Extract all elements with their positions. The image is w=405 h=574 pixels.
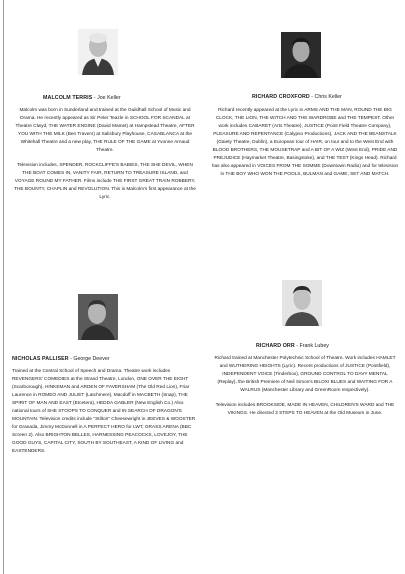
headshot-malcolm-terris [78,29,118,75]
actor-name-line [252,94,342,101]
actor-name: MALCOLM TERRIS [43,95,93,101]
headshot-nicholas-palliser [78,294,118,340]
actor-bio [211,107,399,186]
actor-name-line [12,356,110,363]
actor-bio [14,107,196,209]
headshot-richard-orr [282,280,322,326]
bio-paragraph: Trained at the Central School of Speech and Drama. Theatre work includes REVENGERS' COMEDIES at the Strand Theatre, London, ONE OVER THE EIGHT (Scarborough), HINKEMAN and ARDEN OF FAVERSHAM (The Old Red Lion), Friar Laurence in ROMEO AND JULIET (Latchmere), Macduff in MACBETH (Snap), THE SPIRIT OF MAN AND EAST (Etcetera), HEDDA GABLER (New English Co.) Also national tours of SHE STOOPS TO CONQUER and IN SEARCH OF DRAGON'S MOUNTAIN. Television credits include "Stilton" Cheesewright in JEEVES & WOOSTER for Granada, Jimmy McDonnell in A PERFECT HERO for LWT, GRASS ARENA (BBC Screen 2). Also BRIGHTON BELLES, HARNESSING PEACOCKS, LOVEJOY, THE GOOD GUYS, CAPITAL CITY, SOUTH BY SOUTHEAST, A KIND OF LIVING and EASTENDERS. [12,369,196,454]
bio-paragraph: Malcolm was born in Sunderland and trained at the Guildhall School of Music and Drama. He recently appeared as Sir Peter Teazle in SCHOOL FOR SCANDAL at Theatre Clwyd, THE WATER ENGINE (David Mamet) at Hampstead Theatre, AFTER YOU WITH THE MILK (Ben Travers) at Salisbury Playhouse, CASABLANCA at the Whitehall Theatre and a new play, THE RULE OF THE GAME at Yvonne Arnaud Theatre. [15,108,195,153]
bio-paragraph: Television includes BROOKSIDE, MADE IN HEAVEN, CHILDREN'S WARD and THE VIKINGS. He directed 3 STEPS TO HEAVEN at the Old Museum in June. [215,403,395,416]
page-edge-rule [3,0,4,574]
actor-bio [12,368,198,463]
actor-name: RICHARD CROXFORD [252,94,310,100]
actor-name: RICHARD ORR [256,343,295,349]
actor-name-line [256,343,329,350]
actor-bio [213,355,397,425]
actor-name-line [43,95,121,102]
actor-role: - Chris Keller [309,94,342,100]
actor-role: - Joe Keller [92,95,121,101]
headshot-richard-croxford [281,32,321,78]
bio-paragraph: Television includes, SPENDER, ROCKCLIFFE'S BABIES, THE SHE DEVIL, WHEN THE BOAT COMES IN, VANITY FAIR, RETURN TO TREASURE ISLAND, and VOYAGE ROUND MY FATHER. Films include THE FIRST GREAT TRAIN ROBBERY, THE BOUNTY, CHAPLIN and REVOLUTION. This is Malcolm's first appearance at the Lyric. [14,163,196,200]
actor-role: - George Deever [68,356,110,362]
actor-name: NICHOLAS PALLISER [12,356,69,362]
actor-role: - Frank Lubey [294,343,329,349]
bio-paragraph: Richard trained at Manchester Polytechnic School of Theatre. Work includes HAMLET and WUTHERING HEIGHTS (Lyric). Recent productions of JUSTICE (Pointfield), INDEPENDENT VOICE (Tinderbox), GROUND CONTROL TO DAVY MENTAL (Replay), the British Premiere of Neil Simon's BILOXI BLUES and WAITING FOR A WALRUS (Manchester Library and GreenRoom respectively). [214,356,396,393]
bio-paragraph: Richard recently appeared at the Lyric in ARMS AND THE MAN, ROUND THE BIG CLOCK, THE LION, THE WITCH AND THE WARDROBE and THE TEMPEST. Other work includes CABARET (Arts Theatre), JUSTICE (Point Field Theatre Company), PLEASURE AND REPENTANCE (Calypso Productions), JACK AND THE BEANSTALK (Gaiety Theatre, Dublin), a European tour of HAIR, on tour and to the West End with BLOOD BROTHERS, THE MOUSETRAP and A BIT OF A WIZ (West End), PRIDE AND PREJUDICE (Haymarket Theatre, Basingstoke), and THE TEST (Kings Head). Richard has also appeared in VOICES FROM THE SOMME (Downtown Radio) and for television in THE BOY WHO WON THE POOLS, BULMAN and GAME, SET AND MATCH. [211,108,399,177]
